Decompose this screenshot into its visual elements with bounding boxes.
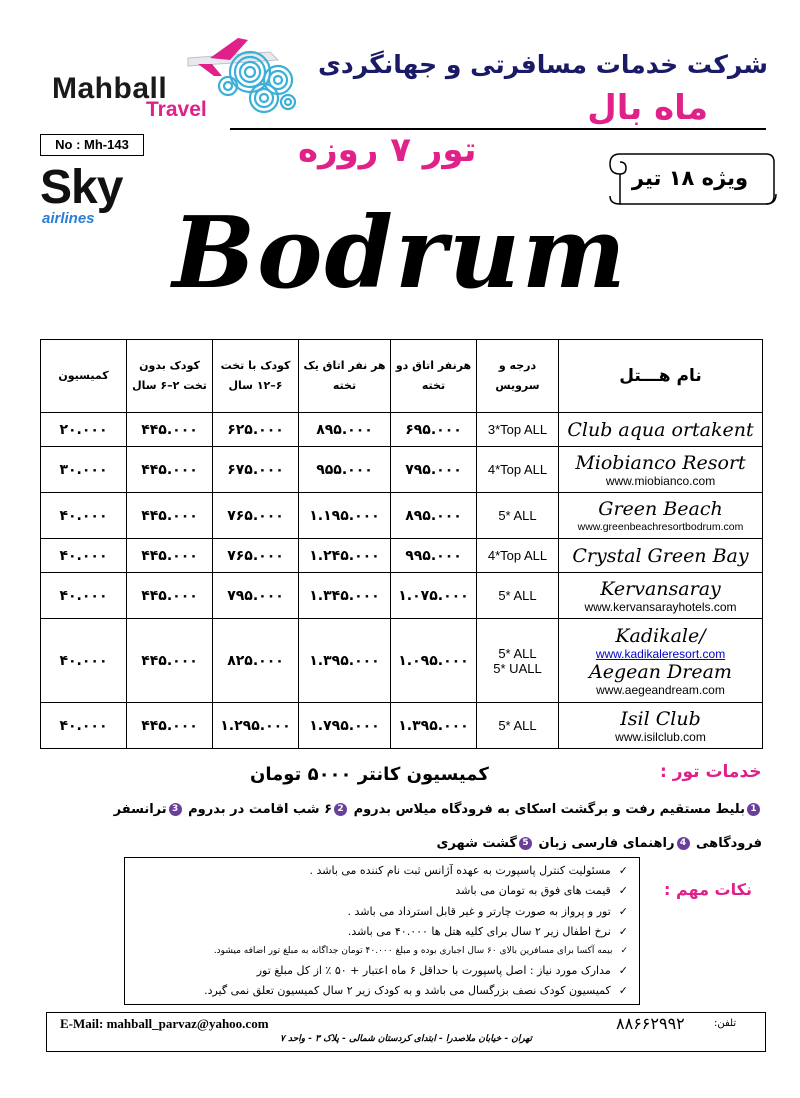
number-bullet-icon: 2 — [334, 803, 347, 816]
hotel-website[interactable]: www.miobianco.com — [605, 473, 716, 488]
company-description: شرکت خدمات مسافرتی و جهانگردی — [318, 50, 768, 79]
checkmark-icon: ✓ — [618, 925, 628, 938]
checkmark-icon: ✓ — [618, 864, 628, 877]
child-nobed-cell: ۴۴۵.۰۰۰ — [127, 703, 213, 749]
hotel-name: Kadikale/ — [615, 624, 706, 647]
service-transfer: ترانسفر — [113, 802, 167, 817]
grade-line-2: 5* UALL — [493, 660, 542, 676]
services-line-2 — [437, 836, 762, 851]
header-child-nobed: کودک بدون تخت ۲–۶ سال — [127, 340, 213, 413]
note-item — [455, 884, 628, 897]
single-cell: ۹۵۵.۰۰۰ — [299, 447, 391, 493]
service-city-tour: گشت شهری — [436, 836, 517, 851]
service-guide: راهنمای فارسی زبان — [538, 836, 675, 851]
header-grade: درجه و سرویس — [477, 340, 559, 413]
hotel-name: Club aqua ortakent — [567, 418, 754, 441]
double-cell: ۱.۰۷۵.۰۰۰ — [391, 573, 477, 619]
header-commission: کمیسیون — [41, 340, 127, 413]
hotel-name: Crystal Green Bay — [572, 544, 749, 567]
hotel-cell — [559, 447, 763, 493]
single-cell: ۱.۳۴۵.۰۰۰ — [299, 573, 391, 619]
checkmark-icon: ✓ — [618, 984, 628, 997]
company-name: ماه بال — [587, 88, 708, 128]
logo-mahball-text: Mahball — [52, 72, 168, 105]
checkmark-icon: ✓ — [620, 946, 628, 956]
header-hotel: نام هـــتل — [559, 340, 763, 413]
hotel-name: Isil Club — [620, 707, 701, 730]
table-row — [41, 573, 763, 619]
hotel-website-link[interactable]: www.kadikaleresort.com — [595, 646, 726, 661]
note-item — [257, 964, 628, 977]
commission-cell: ۴۰.۰۰۰ — [41, 573, 127, 619]
note-item — [348, 925, 628, 938]
single-cell: ۱.۲۴۵.۰۰۰ — [299, 539, 391, 573]
child-nobed-cell: ۴۴۵.۰۰۰ — [127, 493, 213, 539]
grade-cell — [477, 619, 559, 703]
airline-logo-subtext: airlines — [42, 210, 95, 227]
grade-cell: 4*Top ALL — [477, 447, 559, 493]
contact-address: تهران - خیابان ملاصدرا - ابتدای کردستان شمالی - پلاک ۳ - واحد ۷ — [280, 1034, 533, 1044]
checkmark-icon: ✓ — [618, 884, 628, 897]
counter-commission-note: کمیسیون کانتر ۵۰۰۰ تومان — [250, 764, 489, 785]
grade-cell: 4*Top ALL — [477, 539, 559, 573]
tour-title: تور ۷ روزه — [298, 130, 477, 170]
child-bed-cell: ۸۲۵.۰۰۰ — [213, 619, 299, 703]
price-table — [40, 339, 763, 749]
checkmark-icon: ✓ — [618, 905, 628, 918]
table-row — [41, 493, 763, 539]
special-date-label: ویژه ۱۸ تیر — [631, 166, 749, 190]
note-text: قیمت های فوق به تومان می باشد — [455, 884, 611, 897]
service-accommodation: ۶ شب اقامت در بدروم — [188, 802, 333, 817]
hotel-cell — [559, 619, 763, 703]
child-bed-cell: ۷۶۵.۰۰۰ — [213, 539, 299, 573]
table-row — [41, 619, 763, 703]
table-row — [41, 413, 763, 447]
grade-cell: 5* ALL — [477, 703, 559, 749]
commission-cell: ۴۰.۰۰۰ — [41, 539, 127, 573]
hotel-cell — [559, 573, 763, 619]
single-cell: ۱.۳۹۵.۰۰۰ — [299, 619, 391, 703]
double-cell: ۸۹۵.۰۰۰ — [391, 493, 477, 539]
hotel-name: Kervansaray — [600, 577, 721, 600]
table-header-row — [41, 340, 763, 413]
single-cell: ۸۹۵.۰۰۰ — [299, 413, 391, 447]
single-cell: ۱.۷۹۵.۰۰۰ — [299, 703, 391, 749]
service-flight: بلیط مستقیم رفت و برگشت اسکای به فرودگاه میلاس بدروم — [353, 802, 745, 817]
notes-label: نکات مهم : — [664, 880, 752, 899]
number-bullet-icon: 4 — [677, 837, 690, 850]
header-child-bed: کودک با تخت ۶–۱۲ سال — [213, 340, 299, 413]
child-bed-cell: ۷۶۵.۰۰۰ — [213, 493, 299, 539]
note-text: تور و پرواز به صورت چارتر و غیر قابل استرداد می باشد . — [347, 905, 611, 918]
note-item — [309, 864, 628, 877]
logo-travel-text: Travel — [146, 98, 207, 121]
number-bullet-icon: 5 — [519, 837, 532, 850]
note-text: نرخ اطفال زیر ۲ سال برای کلیه هتل ها ۴۰.۰۰۰ می باشد. — [347, 925, 611, 938]
hotel-name: Green Beach — [598, 497, 723, 520]
checkmark-icon: ✓ — [618, 964, 628, 977]
table-row — [41, 539, 763, 573]
child-nobed-cell: ۴۴۵.۰۰۰ — [127, 619, 213, 703]
single-cell: ۱.۱۹۵.۰۰۰ — [299, 493, 391, 539]
header-single: هر نفر اتاق یک تخته — [299, 340, 391, 413]
double-cell: ۷۹۵.۰۰۰ — [391, 447, 477, 493]
services-line-1 — [114, 802, 762, 817]
note-text: بیمه آکسا برای مسافرین بالای ۶۰ سال اجباری بوده و مبلغ ۴۰.۰۰۰ تومان جداگانه به مبلغ تور اضافه میشود. — [213, 946, 613, 956]
table-row — [41, 447, 763, 493]
note-item — [214, 946, 628, 956]
services-label: خدمات تور : — [660, 762, 762, 782]
commission-cell: ۴۰.۰۰۰ — [41, 703, 127, 749]
commission-cell: ۲۰.۰۰۰ — [41, 413, 127, 447]
grade-cell: 3*Top ALL — [477, 413, 559, 447]
phone-label: تلفن: — [714, 1018, 737, 1029]
grade-line-1: 5* ALL — [498, 645, 537, 661]
table-row — [41, 703, 763, 749]
hotel-name: Miobianco Resort — [575, 451, 746, 474]
note-text: کمیسیون کودک نصف بزرگسال می باشد و به کودک زیر ۲ سال کمیسیون تعلق نمی گیرد. — [204, 984, 611, 997]
note-item — [347, 905, 628, 918]
double-cell: ۱.۳۹۵.۰۰۰ — [391, 703, 477, 749]
header-double: هرنفر اتاق دو تخته — [391, 340, 477, 413]
child-nobed-cell: ۴۴۵.۰۰۰ — [127, 413, 213, 447]
grade-cell: 5* ALL — [477, 573, 559, 619]
destination-city: Bodrum — [172, 196, 628, 311]
child-bed-cell: ۷۹۵.۰۰۰ — [213, 573, 299, 619]
note-text: مدارک مورد نیاز : اصل پاسپورت با حداقل ۶ ماه اعتبار + ۵۰ ٪ از کل مبلغ تور — [256, 964, 611, 977]
hotel-cell — [559, 493, 763, 539]
child-bed-cell: ۱.۲۹۵.۰۰۰ — [213, 703, 299, 749]
child-bed-cell: ۶۲۵.۰۰۰ — [213, 413, 299, 447]
child-nobed-cell: ۴۴۵.۰۰۰ — [127, 539, 213, 573]
commission-cell: ۳۰.۰۰۰ — [41, 447, 127, 493]
tour-number: No : Mh-143 — [40, 134, 144, 156]
hotel-website[interactable]: www.kervansarayhotels.com — [584, 599, 737, 614]
hotel-website[interactable]: www.isilclub.com — [615, 729, 706, 744]
hotel-cell — [559, 413, 763, 447]
child-nobed-cell: ۴۴۵.۰۰۰ — [127, 447, 213, 493]
contact-email[interactable]: E-Mail: mahball_parvaz@yahoo.com — [60, 1016, 269, 1031]
child-bed-cell: ۶۷۵.۰۰۰ — [213, 447, 299, 493]
child-nobed-cell: ۴۴۵.۰۰۰ — [127, 573, 213, 619]
hotel-website[interactable]: www.greenbeachresortbodrum.com — [577, 520, 744, 533]
number-bullet-icon: 3 — [169, 803, 182, 816]
number-bullet-icon: 1 — [747, 803, 760, 816]
double-cell: ۶۹۵.۰۰۰ — [391, 413, 477, 447]
service-transfer-cont: فرودگاهی — [696, 836, 762, 851]
grade-cell: 5* ALL — [477, 493, 559, 539]
commission-cell: ۴۰.۰۰۰ — [41, 619, 127, 703]
double-cell: ۹۹۵.۰۰۰ — [391, 539, 477, 573]
hotel-name-2: Aegean Dream — [589, 660, 732, 683]
double-cell: ۱.۰۹۵.۰۰۰ — [391, 619, 477, 703]
note-item — [204, 984, 628, 997]
phone-number: ۸۸۶۶۲۹۹۲ — [616, 1014, 685, 1033]
note-text: مسئولیت کنترل پاسپورت به عهده آژانس ثبت نام کننده می باشد . — [309, 864, 611, 877]
hotel-cell — [559, 539, 763, 573]
commission-cell: ۴۰.۰۰۰ — [41, 493, 127, 539]
hotel-website-2[interactable]: www.aegeandream.com — [596, 682, 725, 697]
airline-logo-text: Sky — [40, 161, 123, 214]
hotel-cell — [559, 703, 763, 749]
